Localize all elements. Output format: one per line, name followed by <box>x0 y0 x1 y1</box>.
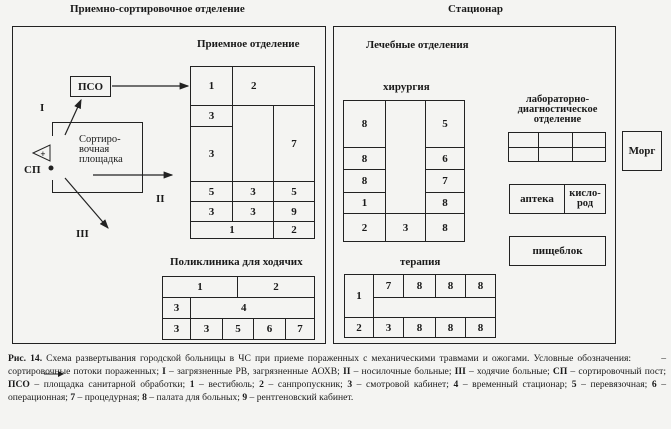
room: 3 <box>232 181 274 202</box>
lab-room <box>538 147 573 162</box>
svg-text:+: + <box>40 149 46 159</box>
room: 3 <box>385 213 426 242</box>
morgue-box: Морг <box>622 131 662 171</box>
room: 8 <box>403 317 436 338</box>
room: 8 <box>343 100 386 148</box>
room: 5 <box>273 181 315 202</box>
room: 3 <box>162 318 191 340</box>
legend-description: – перевязочная; <box>576 379 652 390</box>
room: 7 <box>273 105 315 182</box>
therapy-title: терапия <box>400 256 441 268</box>
sp-label: СП <box>24 164 41 176</box>
legend-key: ПСО <box>8 379 30 390</box>
kitchen-box: пищеблок <box>509 236 606 266</box>
room: 8 <box>403 274 436 298</box>
room: 3 <box>373 317 404 338</box>
sorting-area-label: Сортиро- вочная площадка <box>79 134 123 165</box>
legend-description: – палата для больных; <box>146 392 243 403</box>
room: 6 <box>253 318 286 340</box>
room: 3 <box>162 297 191 319</box>
lab-room <box>508 132 539 148</box>
room: 1 <box>343 192 386 214</box>
lab-room <box>508 147 539 162</box>
lab-room <box>572 147 606 162</box>
room: 3 <box>232 201 274 222</box>
room: 8 <box>425 192 465 214</box>
room: 3 <box>190 318 223 340</box>
legend-key: 7 <box>70 392 76 403</box>
room: 5 <box>190 181 233 202</box>
room: 7 <box>285 318 315 340</box>
legend-description: – временный стационар; <box>458 379 572 390</box>
pso-box: ПСО <box>70 76 111 97</box>
room: 3 <box>190 105 233 127</box>
room: 5 <box>222 318 254 340</box>
legend-description: – носилочные больные; <box>350 366 455 377</box>
flow-label-I: I <box>40 102 45 114</box>
legend-description: – ходячие больные; <box>465 366 553 377</box>
room: 8 <box>465 317 496 338</box>
corridor <box>232 105 274 182</box>
reception-title: Приемное отделение <box>197 38 300 50</box>
room: 6 <box>425 147 465 170</box>
legend-description: – операционная; <box>8 379 667 403</box>
room: 2 <box>232 66 315 106</box>
polyclinic-title: Поликлиника для ходячих <box>170 256 303 268</box>
corridor <box>373 297 496 318</box>
room: 3 <box>190 126 233 182</box>
sorting-area-edge <box>52 180 53 193</box>
room: 5 <box>425 100 465 148</box>
legend-key: III <box>454 366 466 377</box>
legend-description: – площадка санитарной обработки; <box>29 379 190 390</box>
legend-description: – смотровой кабинет; <box>352 379 454 390</box>
legend-key: 2 <box>259 379 264 390</box>
legend-key: I <box>162 366 166 377</box>
room: 9 <box>273 201 315 222</box>
left-section-title: Приемно-сортировочное отделение <box>70 3 245 15</box>
room: 1 <box>344 274 374 318</box>
right-section-title: Стационар <box>448 3 503 15</box>
room: 4 <box>190 297 315 319</box>
surgery-title: хирургия <box>383 81 430 93</box>
room: 8 <box>435 274 466 298</box>
room: 3 <box>190 201 233 222</box>
legend-key: 5 <box>571 379 577 390</box>
legend-key: 3 <box>347 379 353 390</box>
legend-description: – санпропускник; <box>263 379 348 390</box>
lab-room <box>572 132 606 148</box>
legend-key: 4 <box>453 379 459 390</box>
flow-label-II: II <box>156 193 165 205</box>
room: 1 <box>162 276 238 298</box>
lab-title: лабораторно- диагностическое отделение <box>517 94 598 125</box>
sorting-area-edge <box>52 122 53 136</box>
flow-label-III: III <box>76 228 89 240</box>
room: 1 <box>190 66 233 106</box>
room: 7 <box>373 274 404 298</box>
legend-description: – процедурная; <box>75 392 143 403</box>
legend-description: – рентгеновский кабинет. <box>247 392 354 403</box>
lab-room <box>538 132 573 148</box>
legend-key: 6 <box>651 379 657 390</box>
legend-key: 8 <box>142 392 147 403</box>
legend-description: – сортировочный пост; <box>567 366 666 377</box>
room: 8 <box>343 169 386 193</box>
figure-caption <box>8 352 666 404</box>
room: 2 <box>273 221 315 239</box>
legend-description: – загрязненные РВ, загрязненные АОХВ; <box>165 366 343 377</box>
room: 8 <box>343 147 386 170</box>
room: 2 <box>343 213 386 242</box>
corridor <box>385 100 426 214</box>
legend-key: 1 <box>189 379 195 390</box>
legend-arrow-text: – сортировочные потоки пораженных; <box>8 353 666 377</box>
caption-figure-label: Рис. 14. <box>8 353 43 364</box>
legend-key: 9 <box>242 392 248 403</box>
room: 2 <box>344 317 374 338</box>
room: 1 <box>190 221 274 239</box>
room: 2 <box>237 276 315 298</box>
legend-key: II <box>343 366 351 377</box>
legend-description: – вестибюль; <box>194 379 260 390</box>
room: 8 <box>435 317 466 338</box>
room: 8 <box>465 274 496 298</box>
legend-key: СП <box>552 366 568 377</box>
caption-text: Схема развертывания городской больницы в ЧС при приеме пораженных с механическими травмами и ожогами. Условные обозначения: <box>42 353 636 364</box>
treatment-title: Лечебные отделения <box>366 39 469 51</box>
oxygen-box: кисло- род <box>564 184 606 214</box>
room: 8 <box>425 213 465 242</box>
room: 7 <box>425 169 465 193</box>
pharmacy-box: аптека <box>509 184 565 214</box>
